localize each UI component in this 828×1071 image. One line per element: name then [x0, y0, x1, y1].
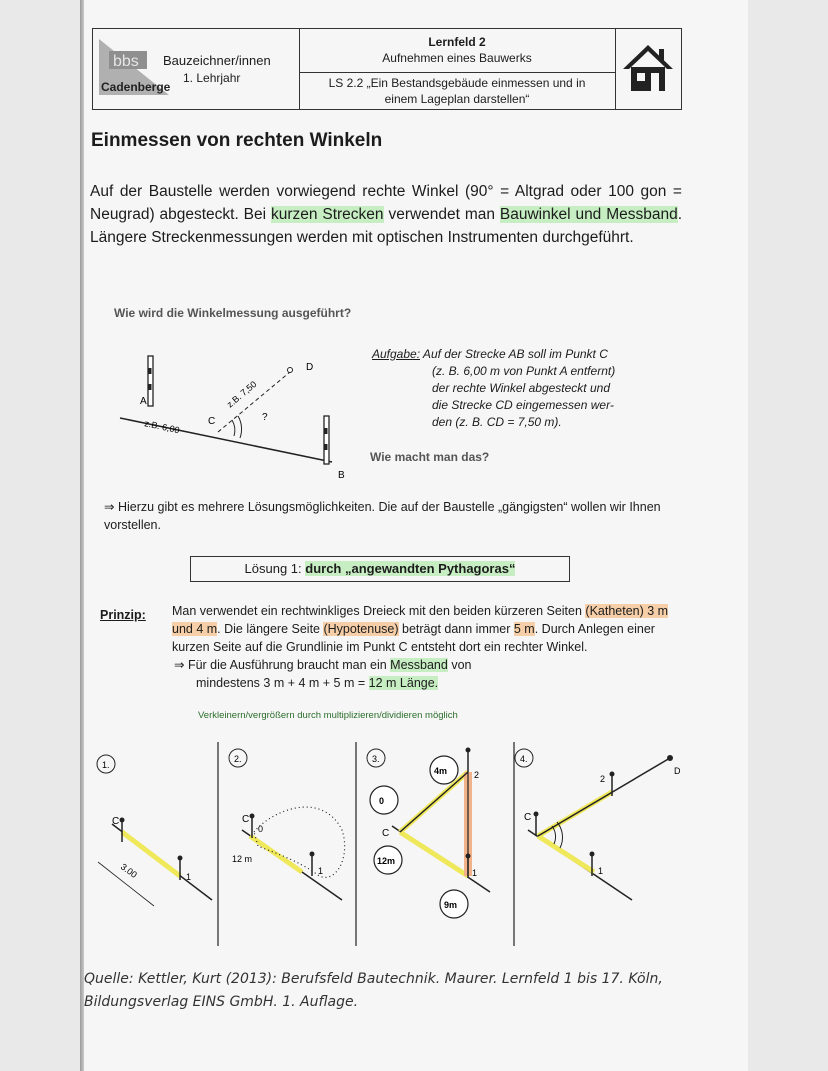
principle-highlight-katheten: (Katheten) 3 m und 4 m: [172, 604, 669, 636]
task-description: [372, 346, 662, 431]
label-d: D: [306, 362, 314, 373]
figure-2-zero: 0: [258, 824, 264, 834]
task-line-4: die Strecke CD eingemessen wer-: [432, 398, 614, 412]
principle-text-2: . Die längere Seite: [217, 622, 324, 636]
figure-4-number: 4.: [520, 754, 528, 764]
angle-question: ?: [262, 412, 268, 423]
figure-3-one: 1: [472, 868, 478, 878]
figure-3-number: 3.: [372, 754, 380, 764]
source-line-1: Quelle: Kettler, Kurt (2013): Berufsfeld Bautechnik. Maurer. Lernfeld 1 bis 17. Köln,: [84, 971, 663, 987]
principle-text-1: Man verwendet ein rechtwinkliges Dreieck mit den beiden kürzeren Seiten: [172, 604, 586, 618]
solution-prefix: Lösung 1:: [244, 561, 306, 576]
figure-2: [229, 749, 345, 900]
task-line-1: Auf der Strecke AB soll im Punkt C: [420, 347, 608, 361]
lernfeld-title: Aufnehmen eines Bauwerks: [382, 51, 532, 65]
intro-text-1: Auf der Baustelle werden vorwiegend rechte Winkel (90° = Altgrad oder 100 gon = Neugrad) abgesteckt. Bei: [90, 183, 682, 223]
figure-2-12m: 12 m: [232, 854, 253, 864]
source-citation: [84, 968, 684, 1014]
lernsituation-line1: LS 2.2 „Ein Bestandsgebäude einmessen und in: [328, 76, 586, 90]
step-figures: [92, 740, 682, 950]
principle-arrow-text-1: ⇒ Für die Ausführung braucht man ein: [174, 658, 391, 672]
label-a: A: [140, 396, 147, 407]
tape-4m: 4m: [434, 766, 448, 776]
principle-text-3: beträgt dann immer: [398, 622, 514, 636]
figure-4-c: C: [524, 812, 532, 823]
intro-text-2: verwendet man: [383, 206, 500, 223]
principle-highlight-hypotenuse: (Hypotenuse): [323, 622, 399, 636]
source-line-2: Bildungsverlag EINS GmbH. 1. Auflage.: [84, 994, 359, 1010]
solution-highlight: durch „angewandten Pythagoras“: [305, 561, 516, 576]
principle-highlight-12m: 12 m Länge.: [368, 676, 439, 690]
principle-arrow-text-2: von: [447, 658, 472, 672]
logo-text-cadenberge: Cadenberge: [101, 80, 171, 94]
intro-text-3: . Längere Streckenmessungen werden mit optischen Instrumenten durchgeführt.: [90, 206, 683, 246]
logo-text-bbs: bbs: [113, 53, 139, 70]
house-icon: [615, 29, 681, 109]
distance-ac: z.B. 6,00: [143, 418, 181, 436]
label-c: C: [208, 416, 216, 427]
principle-highlight-messband: Messband: [390, 658, 448, 672]
figure-4: [515, 749, 681, 900]
principle-text: [172, 602, 672, 692]
intro-paragraph: [90, 180, 682, 249]
figure-3-two: 2: [474, 770, 480, 780]
task-line-5: den (z. B. CD = 7,50 m).: [432, 415, 562, 429]
principle-highlight-5m: 5 m: [513, 622, 535, 636]
figure-1-length: 3.00: [118, 861, 139, 880]
intro-highlight-short-distances: kurzen Strecken: [270, 206, 384, 223]
tape-12m: 12m: [377, 856, 396, 866]
figure-4-d: D: [674, 766, 681, 776]
figure-2-number: 2.: [234, 754, 242, 764]
figure-1-one: 1: [186, 872, 192, 882]
figure-2-c: C: [242, 814, 250, 825]
figure-2-one: 1: [318, 866, 324, 876]
task-label: Aufgabe:: [372, 347, 421, 361]
figure-1-c: C: [112, 816, 120, 827]
task-line-3: der rechte Winkel abgesteckt und: [432, 381, 610, 395]
solutions-intro: ⇒ Hierzu gibt es mehrere Lösungsmöglichkeiten. Die auf der Baustelle „gängigsten“ wollen wir Ihnen vorstellen.: [104, 500, 661, 532]
lernsituation-block: [299, 73, 615, 109]
header-school-cell: [93, 29, 300, 109]
principle-label: Prinzip:: [100, 608, 146, 622]
solution-1-box: [190, 556, 570, 582]
lernfeld-number: Lernfeld 2: [428, 35, 486, 49]
figure-3: [367, 748, 490, 919]
scaling-hint: Verkleinern/vergrößern durch multiplizieren/dividieren möglich: [198, 710, 458, 721]
school-logo: [99, 37, 173, 101]
lernfeld-block: [299, 29, 615, 73]
task-line-2: (z. B. 6,00 m von Punkt A entfernt): [432, 364, 616, 378]
tape-9m: 9m: [444, 900, 458, 910]
header-lernfeld-cell: [299, 29, 616, 109]
page-title: Einmessen von rechten Winkeln: [91, 130, 383, 151]
figure-4-one: 1: [598, 866, 604, 876]
principle-arrow-text-3: mindestens 3 m + 4 m + 5 m =: [196, 676, 369, 690]
figure-1-number: 1.: [102, 760, 110, 770]
right-angle-task-diagram: [112, 350, 362, 485]
principle-text-4: . Durch Anlegen einer kurzen Seite auf die Grundlinie im Punkt C entsteht dort ein rechter Winkel.: [172, 622, 655, 654]
figure-4-two: 2: [600, 774, 606, 784]
lernsituation-line2: einem Lageplan darstellen“: [384, 92, 530, 106]
label-b: B: [338, 470, 345, 481]
figure-1: [97, 755, 212, 906]
figure-3-c: C: [382, 828, 390, 839]
tape-0: 0: [379, 796, 385, 806]
how-question: Wie macht man das?: [370, 450, 490, 464]
header-table: [92, 28, 682, 110]
question-heading: Wie wird die Winkelmessung ausgeführt?: [114, 306, 352, 320]
intro-highlight-tools: Bauwinkel und Messband: [499, 206, 678, 223]
training-year: 1. Lehrjahr: [183, 71, 241, 85]
distance-cd: z.B. 7,50: [224, 379, 259, 410]
program-name: Bauzeichner/innen: [163, 53, 271, 68]
header-icon-cell: [615, 29, 681, 109]
